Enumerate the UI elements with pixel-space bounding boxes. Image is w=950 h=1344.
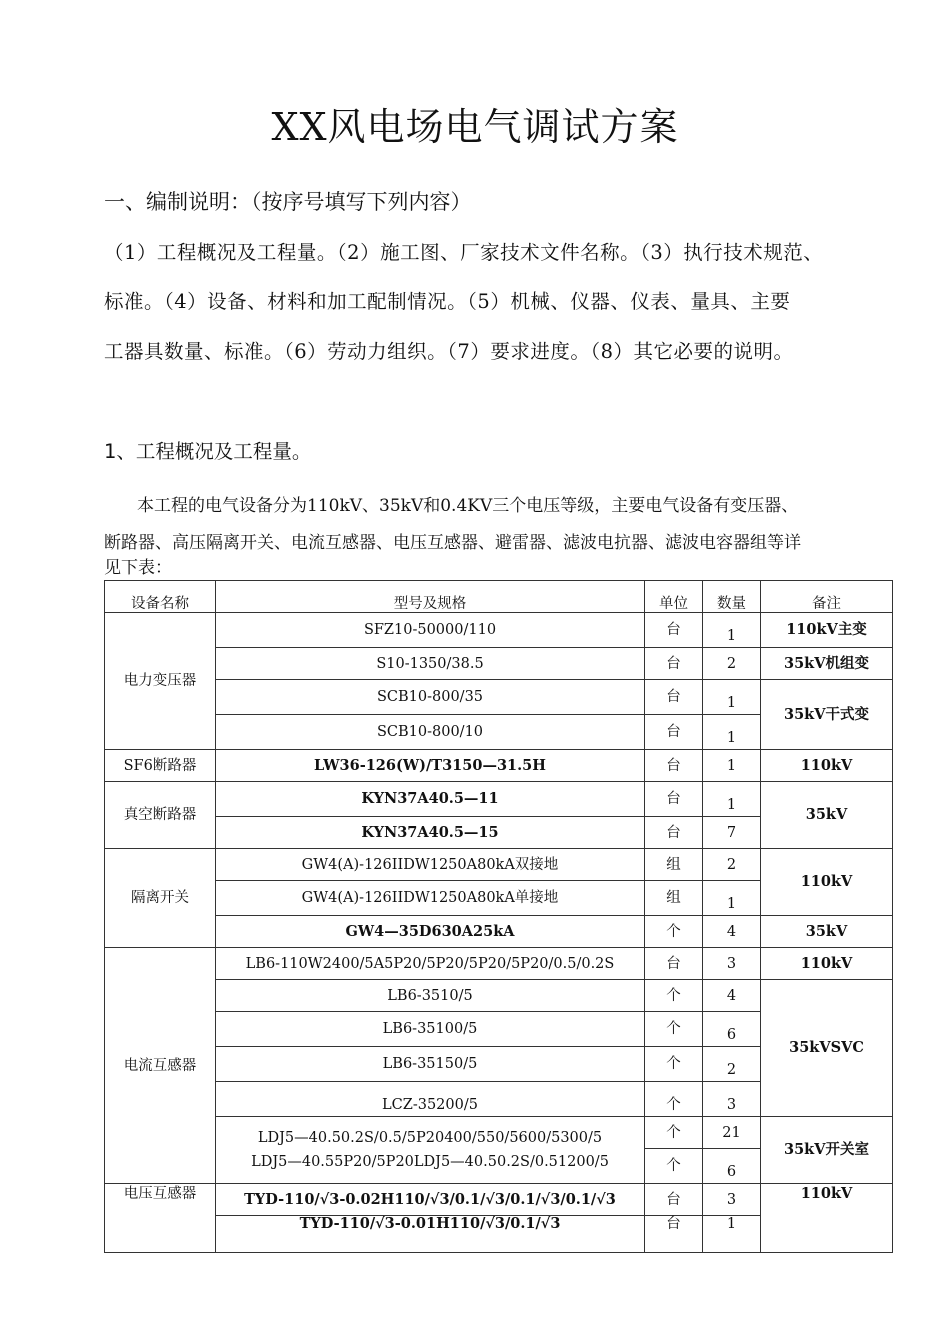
table-row: [105, 1117, 893, 1149]
intro-line-3: 工器具数量、标准。（6）劳动力组织。（7）要求进度。（8）其它必要的说明。: [104, 340, 794, 363]
table-row: [105, 750, 893, 782]
header-note: 备注: [761, 581, 893, 613]
group-isolator: 隔离开关: [105, 849, 216, 948]
qty-cell: 4: [703, 916, 761, 948]
unit-cell: 台: [645, 648, 703, 680]
qty-cell: 4: [703, 980, 761, 1012]
header-model: 型号及规格: [216, 581, 645, 613]
note-cell: 35kV干式变: [761, 680, 893, 750]
unit-cell: 台: [645, 817, 703, 849]
qty-cell: 3: [703, 1082, 761, 1117]
model-cell: KYN37A40.5—15: [216, 817, 645, 849]
model-cell: LCZ-35200/5: [216, 1082, 645, 1117]
model-line: LDJ5—40.50.2S/0.5/5P20400/550/5600/5300/5: [257, 1130, 603, 1146]
unit-cell: 台: [645, 715, 703, 750]
body-line-2: 断路器、高压隔离开关、电流互感器、电压互感器、避雷器、滤波电抗器、滤波电容器组等详: [104, 533, 801, 553]
table-row: [105, 980, 893, 1012]
unit-cell: 台: [645, 948, 703, 980]
unit-cell: 个: [645, 916, 703, 948]
model-cell: LB6-3510/5: [216, 980, 645, 1012]
header-unit: 单位: [645, 581, 703, 613]
model-cell: GW4—35D630A25kA: [216, 916, 645, 948]
group-ct: 电流互感器: [105, 948, 216, 1184]
note-cell: 35kV: [761, 782, 893, 849]
unit-cell: 个: [645, 1047, 703, 1082]
qty-cell: 3: [703, 948, 761, 980]
qty-cell: 1: [703, 1216, 761, 1253]
qty-cell: 2: [703, 1047, 761, 1082]
table-header-row: [105, 581, 893, 613]
unit-cell: 个: [645, 1149, 703, 1184]
header-quantity: 数量: [703, 581, 761, 613]
model-cell: GW4(A)-126IIDW1250A80kA单接地: [216, 881, 645, 916]
qty-cell: 3: [703, 1184, 761, 1216]
model-cell: TYD-110/√3-0.01H110/√3/0.1/√3: [216, 1216, 645, 1253]
table-row: [105, 648, 893, 680]
model-cell: SCB10-800/10: [216, 715, 645, 750]
model-cell: KYN37A40.5—11: [216, 782, 645, 817]
model-cell: SCB10-800/35: [216, 680, 645, 715]
qty-cell: 1: [703, 782, 761, 817]
model-cell-double: [216, 1117, 645, 1184]
document-title: XX风电场电气调试方案: [271, 105, 679, 149]
model-cell: SFZ10-50000/110: [216, 613, 645, 648]
body-line-1: 本工程的电气设备分为110kV、35kV和0.4KV三个电压等级，主要电气设备有变压器、: [137, 496, 799, 516]
unit-cell: 台: [645, 680, 703, 715]
unit-cell: 个: [645, 980, 703, 1012]
unit-cell: 台: [645, 782, 703, 817]
unit-cell: 台: [645, 1216, 703, 1253]
subsection-heading: 1、工程概况及工程量。: [104, 440, 312, 463]
note-cell: 35kV开关室: [761, 1117, 893, 1184]
unit-cell: 个: [645, 1012, 703, 1047]
model-cell: LW36-126(W)/T3150—31.5H: [216, 750, 645, 782]
group-sf6: SF6断路器: [105, 750, 216, 782]
model-cell: GW4(A)-126IIDW1250A80kA双接地: [216, 849, 645, 881]
unit-cell: 个: [645, 1082, 703, 1117]
intro-line-1: （1）工程概况及工程量。（2）施工图、厂家技术文件名称。（3）执行技术规范、: [104, 241, 824, 264]
note-cell: 110kV: [761, 849, 893, 916]
qty-cell: 6: [703, 1012, 761, 1047]
group-vacuum: 真空断路器: [105, 782, 216, 849]
qty-cell: 1: [703, 680, 761, 715]
unit-cell: 台: [645, 1184, 703, 1216]
equipment-table: [104, 580, 893, 1253]
model-cell: S10-1350/38.5: [216, 648, 645, 680]
note-cell: 110kV主变: [761, 613, 893, 648]
table-row: [105, 613, 893, 648]
qty-cell: 7: [703, 817, 761, 849]
qty-cell: 1: [703, 613, 761, 648]
section-heading: 一、编制说明：（按序号填写下列内容）: [104, 190, 472, 214]
model-cell: LB6-110W2400/5A5P20/5P20/5P20/5P20/0.5/0.2S: [216, 948, 645, 980]
unit-cell: 台: [645, 613, 703, 648]
model-cell: LB6-35100/5: [216, 1012, 645, 1047]
table-row: [105, 948, 893, 980]
table-row: [105, 849, 893, 881]
note-cell: 35kVSVC: [761, 980, 893, 1117]
note-cell: 35kV: [761, 916, 893, 948]
body-line-3: 见下表：: [104, 558, 172, 578]
table-row: [105, 782, 893, 817]
model-cell: TYD-110/√3-0.02H110/√3/0.1/√3/0.1/√3/0.1/√3: [216, 1184, 645, 1216]
table-row: [105, 1184, 893, 1216]
unit-cell: 台: [645, 750, 703, 782]
unit-cell: 个: [645, 1117, 703, 1149]
unit-cell: 组: [645, 881, 703, 916]
table-row: [105, 680, 893, 715]
intro-line-2: 标准。（4）设备、材料和加工配制情况。（5）机械、仪器、仪表、量具、主要: [104, 290, 791, 313]
qty-cell: 1: [703, 881, 761, 916]
qty-cell: 1: [703, 715, 761, 750]
model-cell: LB6-35150/5: [216, 1047, 645, 1082]
group-transformer: 电力变压器: [105, 613, 216, 750]
qty-cell: 2: [703, 648, 761, 680]
table-row: [105, 916, 893, 948]
qty-cell: 2: [703, 849, 761, 881]
qty-cell: 1: [703, 750, 761, 782]
unit-cell: 组: [645, 849, 703, 881]
model-line: LDJ5—40.55P20/5P20LDJ5—40.50.2S/0.51200/5: [251, 1154, 609, 1170]
qty-cell: 21: [703, 1117, 761, 1149]
group-pt: 电压互感器: [105, 1184, 216, 1253]
header-device-name: 设备名称: [105, 581, 216, 613]
note-cell: 110kV: [761, 750, 893, 782]
note-cell: 110kV: [761, 948, 893, 980]
note-cell: 110kV: [761, 1184, 893, 1253]
qty-cell: 6: [703, 1149, 761, 1184]
note-cell: 35kV机组变: [761, 648, 893, 680]
